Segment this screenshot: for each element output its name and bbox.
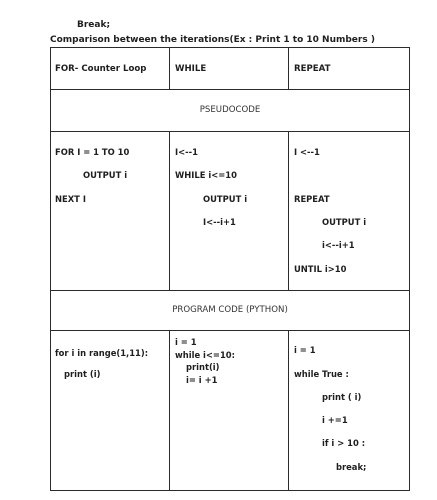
pseudo-col-divider-2 xyxy=(288,131,289,290)
python-while-line: i= i +1 xyxy=(186,375,218,385)
header-col-divider-2 xyxy=(288,47,289,89)
pseudo-col-divider-1 xyxy=(169,131,170,290)
pseudo-for-line: OUTPUT i xyxy=(83,170,128,180)
pseudo-while-line: I<--1 xyxy=(175,147,198,157)
python-col-divider-1 xyxy=(169,330,170,490)
pseudo-while-line: I<--i+1 xyxy=(203,217,236,227)
table-border-bottom xyxy=(50,490,410,491)
pseudo-repeat-line: UNTIL i>10 xyxy=(294,264,347,274)
section-pseudocode: PSEUDOCODE xyxy=(199,105,261,115)
pseudo-repeat-line: I <--1 xyxy=(294,147,320,157)
python-section-divider xyxy=(50,330,410,331)
python-repeat-line: if i > 10 : xyxy=(322,438,366,448)
python-repeat-line: while True : xyxy=(294,369,349,379)
python-col-divider-2 xyxy=(288,330,289,490)
table-border-top xyxy=(50,47,410,48)
pseudo-repeat-line: REPEAT xyxy=(294,194,330,204)
python-while-line: while i<=10: xyxy=(175,350,235,360)
python-repeat-line: i +=1 xyxy=(322,415,348,425)
pseudo-repeat-line: i<--i+1 xyxy=(322,240,355,250)
pseudo-while-line: WHILE i<=10 xyxy=(175,170,237,180)
title-comparison: Comparison between the iterations(Ex : Print 1 to 10 Numbers ) xyxy=(50,35,375,45)
pseudocode-section-divider xyxy=(50,131,410,132)
header-divider xyxy=(50,89,410,90)
python-while-line: print(i) xyxy=(186,362,220,372)
section-program-code: PROGRAM CODE (PYTHON) xyxy=(172,305,288,315)
python-repeat-line: print ( i) xyxy=(322,392,362,402)
python-while-line: i = 1 xyxy=(175,337,197,347)
python-for-line: print (i) xyxy=(64,369,101,379)
pseudo-for-line: NEXT I xyxy=(55,194,86,204)
python-repeat-line: break; xyxy=(336,462,367,472)
pseudocode-end-divider xyxy=(50,290,410,291)
python-for-line: for i in range(1,11): xyxy=(55,348,149,358)
python-repeat-line: i = 1 xyxy=(294,345,316,355)
title-break: Break; xyxy=(77,20,111,30)
pseudo-while-line: OUTPUT i xyxy=(203,194,248,204)
header-for-counter-loop: FOR- Counter Loop xyxy=(55,64,147,74)
header-col-divider-1 xyxy=(169,47,170,89)
pseudo-repeat-line: OUTPUT i xyxy=(322,217,367,227)
pseudo-for-line: FOR I = 1 TO 10 xyxy=(55,147,130,157)
header-repeat: REPEAT xyxy=(294,64,331,74)
header-while: WHILE xyxy=(175,64,207,74)
